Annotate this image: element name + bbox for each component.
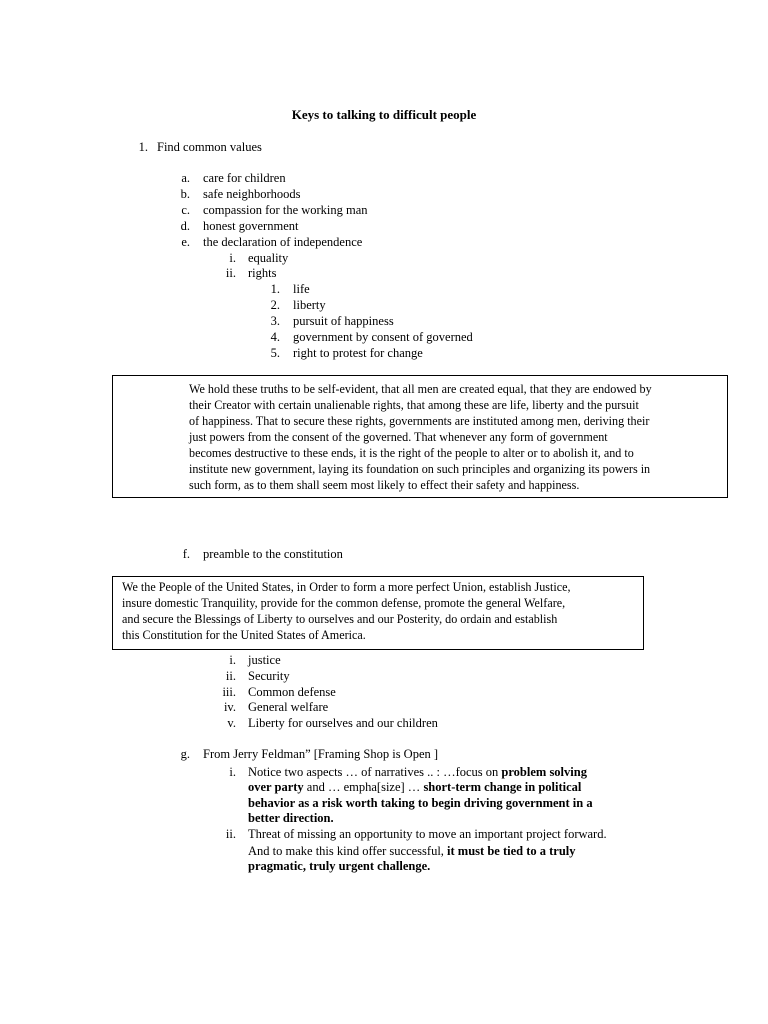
bold-text: behavior as a risk worth taking to begin driving government in a: [248, 796, 593, 810]
paragraph-line: [248, 843, 576, 859]
paragraph-line: [248, 795, 593, 811]
list-item: rights: [248, 266, 277, 280]
preamble-quote-box: [112, 576, 644, 650]
bold-text: short-term change in political: [423, 780, 582, 794]
list-marker: f.: [182, 547, 190, 561]
list-marker: iii.: [222, 685, 236, 699]
text-run: And to make this kind offer successful,: [248, 844, 448, 858]
list-item: Liberty for ourselves and our children: [248, 716, 438, 730]
list-item: the declaration of independence: [203, 235, 363, 249]
quote-line: becomes destructive to these ends, it is the right of the people to alter or to abolish it, and to: [189, 446, 634, 460]
list-marker: a.: [181, 171, 190, 185]
list-marker: 1.: [270, 282, 280, 296]
text-run: and … empha[size] …: [303, 780, 424, 794]
list-item: From Jerry Feldman” [Framing Shop is Open ]: [203, 747, 439, 761]
list-marker: i.: [229, 653, 236, 667]
list-marker: i.: [229, 251, 236, 265]
bold-text: better direction.: [248, 811, 334, 825]
quote-line: We the People of the United States, in Order to form a more perfect Union, establish Justice,: [122, 580, 571, 594]
list-marker: 4.: [270, 330, 280, 344]
section-heading: Find common values: [157, 140, 262, 154]
list-item: justice: [248, 653, 281, 667]
list-item: liberty: [293, 298, 326, 312]
list-marker: v.: [227, 716, 236, 730]
list-item: Security: [248, 669, 290, 683]
list-item: preamble to the constitution: [203, 547, 343, 561]
section-number: 1.: [138, 140, 148, 154]
bold-text: it must be tied to a truly: [447, 844, 576, 858]
list-item: compassion for the working man: [203, 203, 368, 217]
list-marker: ii.: [225, 266, 236, 280]
list-item: government by consent of governed: [293, 330, 473, 344]
list-marker: b.: [180, 187, 190, 201]
page-title: Keys to talking to difficult people: [291, 107, 477, 122]
bold-text: over party: [248, 780, 304, 794]
list-marker: g.: [180, 747, 190, 761]
bold-text: problem solving: [501, 765, 587, 779]
quote-line: their Creator with certain unalienable rights, that among these are life, liberty and the pursuit: [189, 398, 639, 412]
list-marker: 2.: [270, 298, 280, 312]
list-item: right to protest for change: [293, 346, 423, 360]
paragraph-line: Threat of missing an opportunity to move an important project forward.: [248, 827, 607, 841]
quote-line: such form, as to them shall seem most likely to effect their safety and happiness.: [189, 478, 580, 492]
list-item: Common defense: [248, 685, 336, 699]
declaration-quote-box: [112, 375, 728, 498]
bold-text: pragmatic, truly urgent challenge.: [248, 859, 431, 873]
list-marker: iv.: [223, 700, 236, 714]
list-marker: ii.: [225, 827, 236, 841]
list-marker: i.: [229, 765, 236, 779]
list-item: safe neighborhoods: [203, 187, 301, 201]
quote-line: just powers from the consent of the governed. That whenever any form of government: [189, 430, 608, 444]
text-run: Notice two aspects … of narratives .. : …focus on: [248, 765, 502, 779]
list-item: pursuit of happiness: [293, 314, 394, 328]
paragraph-line: [248, 764, 587, 780]
list-marker: 3.: [270, 314, 280, 328]
paragraph-line: [248, 779, 581, 795]
quote-line: institute new government, laying its foundation on such principles and organizing its powers in: [189, 462, 651, 476]
list-item: care for children: [203, 171, 286, 185]
quote-line: this Constitution for the United States of America.: [122, 628, 366, 642]
list-marker: d.: [180, 219, 190, 233]
list-marker: c.: [181, 203, 190, 217]
list-marker: ii.: [225, 669, 236, 683]
quote-line: insure domestic Tranquility, provide for the common defense, promote the general Welfare,: [122, 596, 566, 610]
paragraph-line: [248, 858, 430, 874]
paragraph-line: [248, 810, 334, 826]
list-marker: 5.: [270, 346, 280, 360]
quote-line: We hold these truths to be self-evident, that all men are created equal, that they are endowed by: [189, 382, 652, 396]
list-item: honest government: [203, 219, 299, 233]
quote-line: of happiness. That to secure these rights, governments are instituted among men, deriving their: [189, 414, 650, 428]
quote-line: and secure the Blessings of Liberty to ourselves and our Posterity, do ordain and establish: [122, 612, 558, 626]
list-marker: e.: [181, 235, 190, 249]
list-item: life: [293, 282, 310, 296]
list-item: General welfare: [248, 700, 329, 714]
list-item: equality: [248, 251, 289, 265]
